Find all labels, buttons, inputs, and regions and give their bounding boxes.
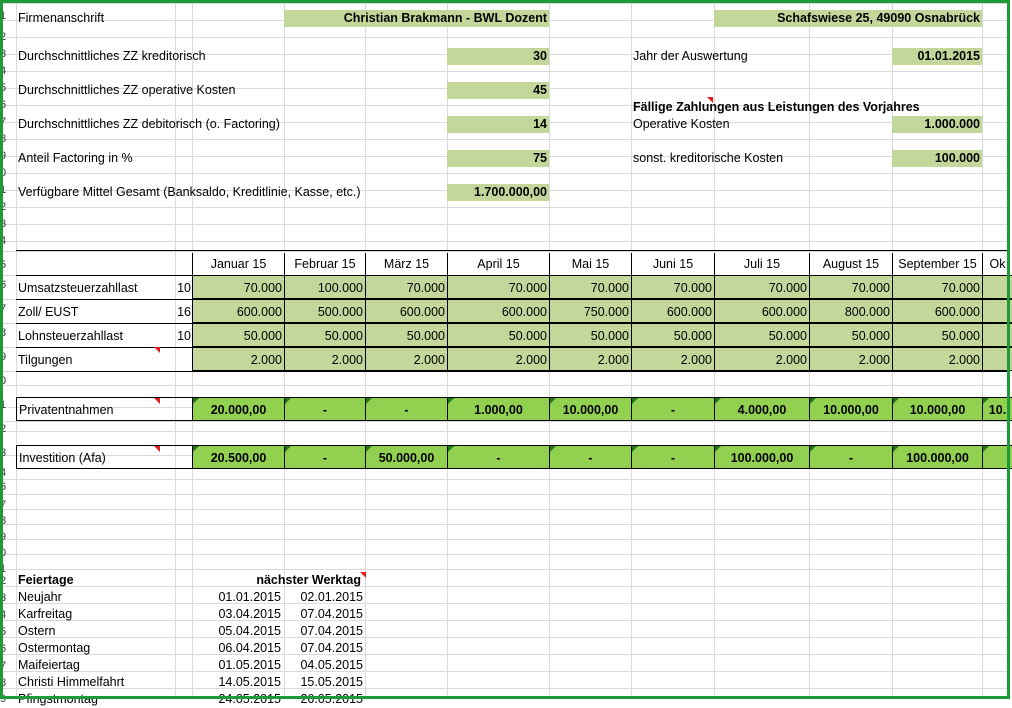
holiday-name[interactable]: Ostermontag: [18, 641, 91, 655]
table-cell[interactable]: 600.000: [714, 299, 809, 323]
holiday-name[interactable]: Karfreitag: [18, 607, 73, 621]
error-indicator: [448, 446, 454, 452]
row-number[interactable]: 8: [0, 515, 7, 527]
table-bottom-border: [16, 371, 1007, 372]
table-row-num[interactable]: 10: [175, 323, 192, 347]
table-row-label: Zoll/ EUST: [16, 299, 175, 323]
error-indicator: [632, 398, 638, 404]
error-indicator: [285, 446, 291, 452]
table-cell[interactable]: 2.000: [549, 347, 631, 371]
row-number[interactable]: 9: [0, 693, 7, 705]
holiday-next-workday[interactable]: 07.04.2015: [300, 641, 363, 655]
privat-cell[interactable]: 10.: [982, 397, 1012, 421]
zz-kred-label: Durchschnittliches ZZ kreditorisch: [18, 49, 206, 63]
row-number[interactable]: 2: [0, 31, 7, 43]
privat-cell[interactable]: 10.000,00: [809, 397, 892, 421]
privat-cell[interactable]: -: [631, 397, 714, 421]
holiday-name[interactable]: Neujahr: [18, 590, 62, 604]
error-indicator: [715, 446, 721, 452]
holidays-heading: Feiertage: [18, 573, 74, 587]
holiday-date[interactable]: 05.04.2015: [218, 624, 281, 638]
row-number[interactable]: 3: [0, 447, 7, 459]
table-cell[interactable]: 2.000: [447, 347, 549, 371]
table-cell[interactable]: 50.000: [809, 323, 892, 347]
table-cell[interactable]: 70.000: [447, 275, 549, 299]
row-number[interactable]: 4: [0, 65, 7, 77]
holiday-name[interactable]: Ostern: [18, 624, 56, 638]
invest-cell[interactable]: -: [809, 445, 892, 469]
comment-indicator[interactable]: [360, 572, 366, 578]
row-number[interactable]: 3: [0, 218, 7, 230]
table-cell[interactable]: 50.000: [365, 323, 447, 347]
table-cell[interactable]: [982, 299, 1012, 323]
row-number[interactable]: 5: [0, 626, 7, 638]
row-number[interactable]: 4: [0, 609, 7, 621]
error-indicator: [193, 398, 199, 404]
table-cell[interactable]: 70.000: [549, 275, 631, 299]
holiday-name[interactable]: Maifeiertag: [18, 658, 80, 672]
holiday-next-workday[interactable]: 26.05.2015: [300, 692, 363, 706]
table-row-num[interactable]: [175, 347, 192, 371]
row-number[interactable]: 1: [0, 563, 7, 575]
row-number[interactable]: 6: [0, 279, 7, 291]
error-indicator: [366, 398, 372, 404]
table-row-label: Lohnsteuerzahllast: [16, 323, 175, 347]
invest-cell[interactable]: 100.000,00: [714, 445, 809, 469]
month-header[interactable]: Mai 15: [549, 253, 631, 275]
faellig-heading: Fällige Zahlungen aus Leistungen des Vorjahres: [633, 100, 920, 114]
table-top-border: [16, 250, 1007, 251]
table-cell[interactable]: 70.000: [631, 275, 714, 299]
zz-deb-value[interactable]: 14: [447, 116, 549, 133]
error-indicator: [983, 398, 989, 404]
error-indicator: [893, 446, 899, 452]
row-number[interactable]: 4: [0, 235, 7, 247]
month-header[interactable]: September 15: [892, 253, 982, 275]
table-cell[interactable]: 100.000: [284, 275, 365, 299]
table-row-label: Umsatzsteuerzahllast: [16, 275, 175, 299]
factoring-value[interactable]: 75: [447, 150, 549, 167]
table-cell[interactable]: [982, 323, 1012, 347]
privat-cell[interactable]: -: [284, 397, 365, 421]
factoring-label: Anteil Factoring in %: [18, 151, 133, 165]
holiday-next-workday[interactable]: 02.01.2015: [300, 590, 363, 604]
month-header[interactable]: Februar 15: [284, 253, 365, 275]
table-cell[interactable]: [982, 275, 1012, 299]
next-workday-heading: nächster Werktag: [256, 573, 361, 587]
table-cell[interactable]: 70.000: [192, 275, 284, 299]
row-number[interactable]: 7: [0, 116, 7, 128]
row-number[interactable]: 6: [0, 643, 7, 655]
invest-cell[interactable]: 100.000,00: [892, 445, 982, 469]
zz-deb-label: Durchschnittliches ZZ debitorisch (o. Factoring): [18, 117, 280, 131]
holiday-date[interactable]: 14.05.2015: [218, 675, 281, 689]
holiday-date[interactable]: 24.05.2015: [218, 692, 281, 706]
row-number[interactable]: 2: [0, 201, 7, 213]
firm-address[interactable]: Schafswiese 25, 49090 Osnabrück: [714, 10, 982, 27]
holiday-date[interactable]: 01.05.2015: [218, 658, 281, 672]
month-header[interactable]: Juli 15: [714, 253, 809, 275]
table-cell[interactable]: 50.000: [631, 323, 714, 347]
row-number[interactable]: 0: [0, 547, 7, 559]
table-cell[interactable]: 2.000: [284, 347, 365, 371]
privat-cell[interactable]: 1.000,00: [447, 397, 549, 421]
row-number[interactable]: 5: [0, 259, 7, 271]
table-cell[interactable]: 50.000: [714, 323, 809, 347]
row-number[interactable]: 1: [0, 184, 7, 196]
comment-indicator[interactable]: [154, 446, 160, 452]
mittel-value[interactable]: 1.700.000,00: [447, 184, 549, 201]
table-cell[interactable]: 70.000: [892, 275, 982, 299]
error-indicator: [715, 398, 721, 404]
row-number[interactable]: 1: [0, 399, 7, 411]
table-cell[interactable]: 2.000: [892, 347, 982, 371]
row-number[interactable]: 3: [0, 592, 7, 604]
row-number[interactable]: 8: [0, 327, 7, 339]
op-kosten-value[interactable]: 1.000.000: [892, 116, 982, 133]
invest-cell[interactable]: -: [284, 445, 365, 469]
table-row-num[interactable]: 10: [175, 275, 192, 299]
error-indicator: [366, 446, 372, 452]
error-indicator: [632, 446, 638, 452]
error-indicator: [448, 398, 454, 404]
row-number[interactable]: 8: [0, 677, 7, 689]
row-number[interactable]: 4: [0, 467, 7, 479]
op-kosten-label: Operative Kosten: [633, 117, 730, 131]
invest-cell[interactable]: -: [549, 445, 631, 469]
error-indicator: [893, 398, 899, 404]
table-cell[interactable]: 2.000: [365, 347, 447, 371]
zz-op-label: Durchschnittliches ZZ operative Kosten: [18, 83, 236, 97]
error-indicator: [550, 446, 556, 452]
invest-cell[interactable]: 20.500,00: [192, 445, 284, 469]
month-header[interactable]: Januar 15: [192, 253, 284, 275]
error-indicator: [810, 446, 816, 452]
table-cell[interactable]: 2.000: [192, 347, 284, 371]
privat-label: Privatentnahmen: [16, 397, 192, 421]
row-number[interactable]: 9: [0, 531, 7, 543]
row-number[interactable]: 7: [0, 303, 7, 315]
row-number[interactable]: 9: [0, 150, 7, 162]
table-cell[interactable]: 50.000: [192, 323, 284, 347]
privat-cell[interactable]: 4.000,00: [714, 397, 809, 421]
holiday-next-workday[interactable]: 07.04.2015: [300, 624, 363, 638]
month-header[interactable]: Ok: [982, 253, 1012, 275]
table-cell[interactable]: 2.000: [714, 347, 809, 371]
holiday-next-workday[interactable]: 07.04.2015: [300, 607, 363, 621]
table-cell[interactable]: 750.000: [549, 299, 631, 323]
table-cell[interactable]: 800.000: [809, 299, 892, 323]
table-cell[interactable]: 2.000: [631, 347, 714, 371]
error-indicator: [983, 446, 989, 452]
holiday-next-workday[interactable]: 15.05.2015: [300, 675, 363, 689]
invest-label: Investition (Afa): [16, 445, 192, 469]
row-number[interactable]: 1: [0, 10, 7, 22]
row-number[interactable]: 3: [0, 48, 7, 60]
jahr-value[interactable]: 01.01.2015: [892, 48, 982, 65]
sonst-value[interactable]: 100.000: [892, 150, 982, 167]
table-row-label: Tilgungen: [16, 347, 175, 371]
table-cell[interactable]: 600.000: [365, 299, 447, 323]
privat-cell[interactable]: 20.000,00: [192, 397, 284, 421]
row-number[interactable]: 7: [0, 499, 7, 511]
holiday-next-workday[interactable]: 04.05.2015: [300, 658, 363, 672]
invest-cell[interactable]: -: [631, 445, 714, 469]
spreadsheet-grid[interactable]: [0, 3, 1007, 706]
month-header[interactable]: Juni 15: [631, 253, 714, 275]
row-number[interactable]: 9: [0, 351, 7, 363]
error-indicator: [285, 398, 291, 404]
row-number[interactable]: 0: [0, 375, 7, 387]
table-cell[interactable]: 70.000: [809, 275, 892, 299]
row-number[interactable]: 7: [0, 660, 7, 672]
table-row-num[interactable]: 16: [175, 299, 192, 323]
comment-indicator[interactable]: [154, 347, 160, 353]
holiday-date[interactable]: 06.04.2015: [218, 641, 281, 655]
table-cell[interactable]: 600.000: [447, 299, 549, 323]
holiday-name[interactable]: Pfingstmontag: [18, 692, 98, 706]
table-cell[interactable]: 600.000: [631, 299, 714, 323]
table-cell[interactable]: 50.000: [549, 323, 631, 347]
table-cell[interactable]: 600.000: [192, 299, 284, 323]
privat-cell[interactable]: 10.000,00: [549, 397, 631, 421]
invest-cell[interactable]: -: [447, 445, 549, 469]
firm-name[interactable]: Christian Brakmann - BWL Dozent: [284, 10, 549, 27]
privat-cell[interactable]: -: [365, 397, 447, 421]
table-cell[interactable]: 50.000: [447, 323, 549, 347]
privat-cell[interactable]: 10.000,00: [892, 397, 982, 421]
table-cell[interactable]: 600.000: [892, 299, 982, 323]
row-number[interactable]: 0: [0, 167, 7, 179]
table-cell[interactable]: 70.000: [714, 275, 809, 299]
mittel-label: Verfügbare Mittel Gesamt (Banksaldo, Kreditlinie, Kasse, etc.): [18, 185, 361, 199]
month-header[interactable]: März 15: [365, 253, 447, 275]
jahr-label: Jahr der Auswertung: [633, 49, 748, 63]
table-cell[interactable]: [982, 347, 1012, 371]
row-number[interactable]: 6: [0, 99, 7, 111]
row-number[interactable]: 5: [0, 82, 7, 94]
table-cell[interactable]: 50.000: [892, 323, 982, 347]
error-indicator: [550, 398, 556, 404]
row-number[interactable]: 6: [0, 481, 7, 493]
comment-indicator[interactable]: [707, 97, 713, 103]
sonst-label: sonst. kreditorische Kosten: [633, 151, 784, 165]
error-indicator: [810, 398, 816, 404]
comment-indicator[interactable]: [154, 398, 160, 404]
firm-label: Firmenanschrift: [18, 11, 105, 25]
row-number[interactable]: 2: [0, 575, 7, 587]
zz-op-value[interactable]: 45: [447, 82, 549, 99]
zz-kred-value[interactable]: 30: [447, 48, 549, 65]
holiday-date[interactable]: 01.01.2015: [218, 590, 281, 604]
invest-cell[interactable]: 50.000,00: [365, 445, 447, 469]
holiday-date[interactable]: 03.04.2015: [218, 607, 281, 621]
table-cell[interactable]: 500.000: [284, 299, 365, 323]
holiday-name[interactable]: Christi Himmelfahrt: [18, 675, 125, 689]
month-header[interactable]: August 15: [809, 253, 892, 275]
error-indicator: [193, 446, 199, 452]
month-header[interactable]: April 15: [447, 253, 549, 275]
table-cell[interactable]: 2.000: [809, 347, 892, 371]
table-cell[interactable]: 70.000: [365, 275, 447, 299]
row-number[interactable]: 2: [0, 423, 7, 435]
table-cell[interactable]: 50.000: [284, 323, 365, 347]
row-number[interactable]: 8: [0, 133, 7, 145]
